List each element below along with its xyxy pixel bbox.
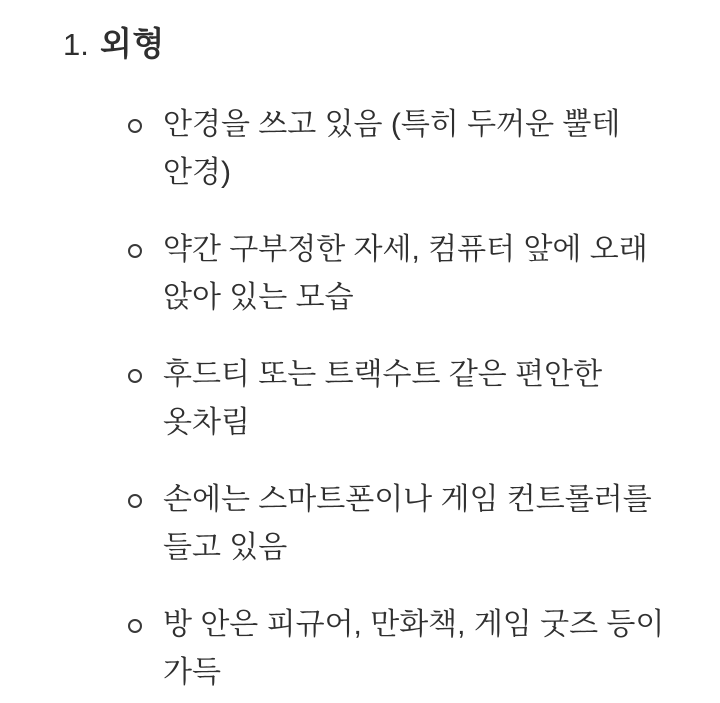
list-item-text: 방 안은 피규어, 만화책, 게임 굿즈 등이	[163, 608, 665, 641]
list-item-text: 들고 있음	[163, 531, 288, 564]
list-item	[63, 601, 686, 697]
section-heading: 외형	[100, 25, 165, 62]
circle-bullet-icon	[128, 494, 142, 508]
list-item-text: 옷차림	[163, 406, 250, 439]
list-item-text: 약간 구부정한 자세, 컴퓨터 앞에 오래	[163, 233, 648, 266]
list-item-text: 안경)	[163, 156, 231, 189]
circle-bullet-icon	[128, 244, 142, 258]
numbered-heading	[63, 24, 686, 65]
list-item-text: 안경을 쓰고 있음 (특히 두꺼운 뿔테	[163, 108, 621, 141]
list-number: 1.	[63, 27, 89, 62]
list-item-text: 앉아 있는 모습	[163, 281, 354, 314]
list-item	[63, 101, 686, 197]
list-item	[63, 226, 686, 322]
bullet-list	[63, 101, 686, 697]
list-item	[63, 476, 686, 572]
list-item-text: 손에는 스마트폰이나 게임 컨트롤러를	[163, 483, 652, 516]
list-item	[63, 351, 686, 447]
circle-bullet-icon	[128, 369, 142, 383]
list-item-text: 후드티 또는 트랙수트 같은 편안한	[163, 358, 603, 391]
list-item-text: 가득	[163, 656, 221, 689]
circle-bullet-icon	[128, 619, 142, 633]
circle-bullet-icon	[128, 119, 142, 133]
